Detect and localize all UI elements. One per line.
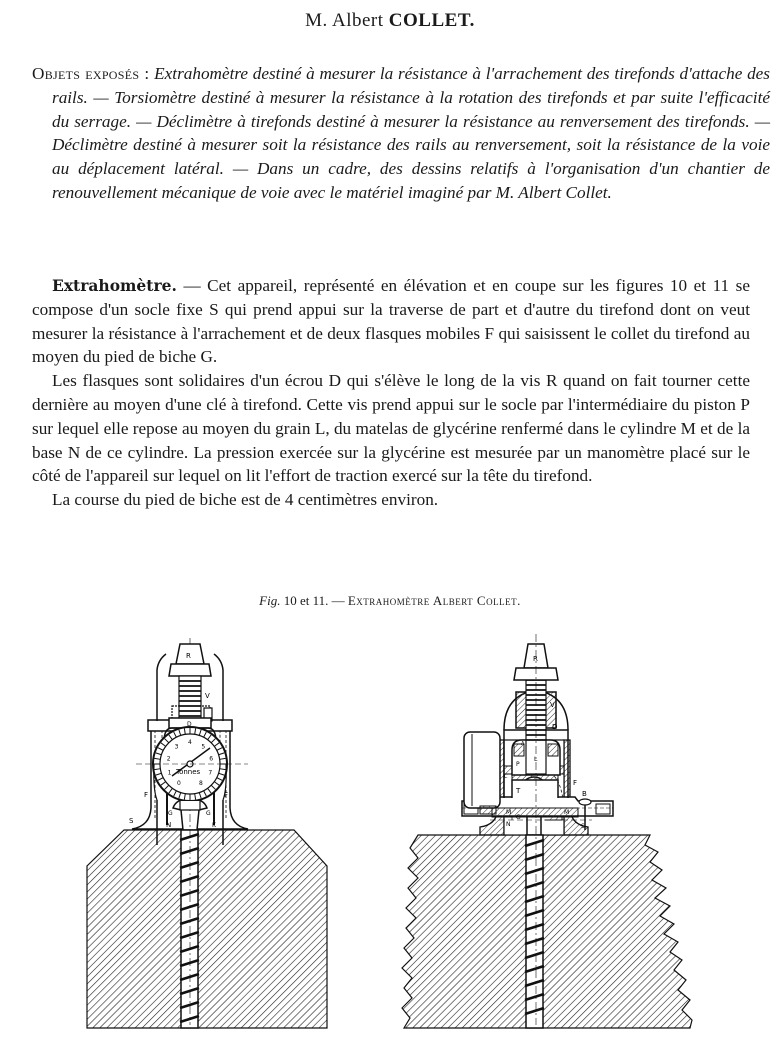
figure-11-extrahometre-section (400, 630, 740, 1030)
caption-numbers: 10 et 11. — (283, 593, 345, 608)
label-m-right: M (564, 809, 570, 816)
dial-number: 8 (199, 780, 203, 788)
label-g: G (516, 814, 521, 821)
extrahometre-paragraph-3: La course du pied de biche est de 4 centimètres environ. (52, 490, 439, 510)
label-f-right: F (224, 791, 229, 799)
label-f-left: F (144, 791, 149, 799)
caption-title: Extrahomètre Albert Collet. (347, 593, 521, 608)
label-v: V (205, 692, 210, 700)
label-k: K (212, 822, 216, 829)
label-a: A (521, 741, 525, 747)
extrahometre-section (32, 274, 750, 512)
label-l: L (534, 756, 538, 763)
label-t: T (516, 787, 521, 795)
label-m-left: M (506, 809, 512, 816)
dial-unit: Tonnes (176, 768, 201, 776)
figure-caption (0, 593, 780, 609)
dial-number: 1 (167, 769, 172, 777)
label-n: N (166, 821, 172, 829)
dial-number: 3 (174, 743, 179, 751)
objets-exposes-paragraph (32, 62, 770, 205)
figure-10-lower-labels (80, 630, 380, 1030)
label-s: S (581, 823, 585, 830)
label-r: R (186, 652, 191, 660)
traverse-sleeper (402, 835, 692, 1028)
caption-prefix: Fig. (259, 593, 281, 608)
page-title (0, 10, 780, 32)
dial-number: 2 (166, 755, 171, 763)
manometer-side (464, 732, 500, 808)
label-f: F (573, 779, 578, 787)
label-v: V (550, 701, 555, 709)
valve-b (579, 799, 591, 805)
objets-label: Objets exposés : (32, 64, 150, 83)
label-g-left: G (168, 810, 173, 817)
label-d: D (187, 721, 192, 728)
dial-number: 4 (188, 739, 192, 746)
label-g-right: G (206, 810, 211, 817)
paragraph-text: — Cet appareil, représenté en élévation et en coupe sur les figures 10 et 11 se compose d'un socle fixe S qui prend appui sur la traverse de part et d'autre du tirefond dont on veut mesurer la résistance à l'arrachement et de deux flasques mobiles F qui saisissent le collet du tirefond au moyen du pied de biche G. (32, 276, 750, 367)
dial-number: 5 (201, 743, 206, 751)
dial-number: 6 (209, 755, 214, 763)
title-name: COLLET. (388, 10, 475, 31)
label-p: P (516, 761, 520, 768)
label-r: R (533, 655, 538, 663)
title-prefix: M. Albert (305, 10, 384, 31)
objets-text: Extrahomètre destiné à mesurer la résistance à l'arrachement des tirefonds d'attache des rails. — Torsiomètre destiné à mesurer la résistance à la rotation des tirefonds et par suite l'efficacité du serrage. — Déclimètre à tirefonds destiné à mesurer la résistance au renversement des tirefonds. — Déclimètre destiné à mesurer soit la résistance des rails au renversement, soit la résistance de la voie au déplacement latéral. — Dans un cadre, des dessins relatifs à l'organisation d'un chantier de renouvellement mécanique de voie avec le matériel imaginé par M. Albert Collet. (52, 64, 770, 202)
label-d: D (552, 723, 558, 731)
dial-number: 0 (177, 780, 181, 788)
label-s: S (129, 817, 134, 825)
extrahometre-paragraph-2: Les flasques sont solidaires d'un écrou D qui s'élève le long de la vis R quand on fait tourner cette dernière au moyen d'une clé à tirefond. Cette vis prend appui sur le socle par l'intermédiaire du piston P sur lequel elle repose au moyen du grain L, du matelas de glycérine renfermé dans le cylindre M et de la base N de ce cylindre. La pression exercée sur la glycérine est mesurée par un manomètre placé sur le côté de l'appareil sur lequel on lit l'effort de traction exercé sur la tête du tirefond. (32, 371, 750, 486)
label-b: B (582, 790, 587, 798)
extrahometre-heading: Extrahomètre. (52, 276, 177, 295)
extrahometre-paragraph-1 (32, 274, 750, 369)
label-c: C (504, 774, 508, 780)
dial-number: 7 (208, 769, 213, 777)
label-n: N (506, 821, 511, 828)
